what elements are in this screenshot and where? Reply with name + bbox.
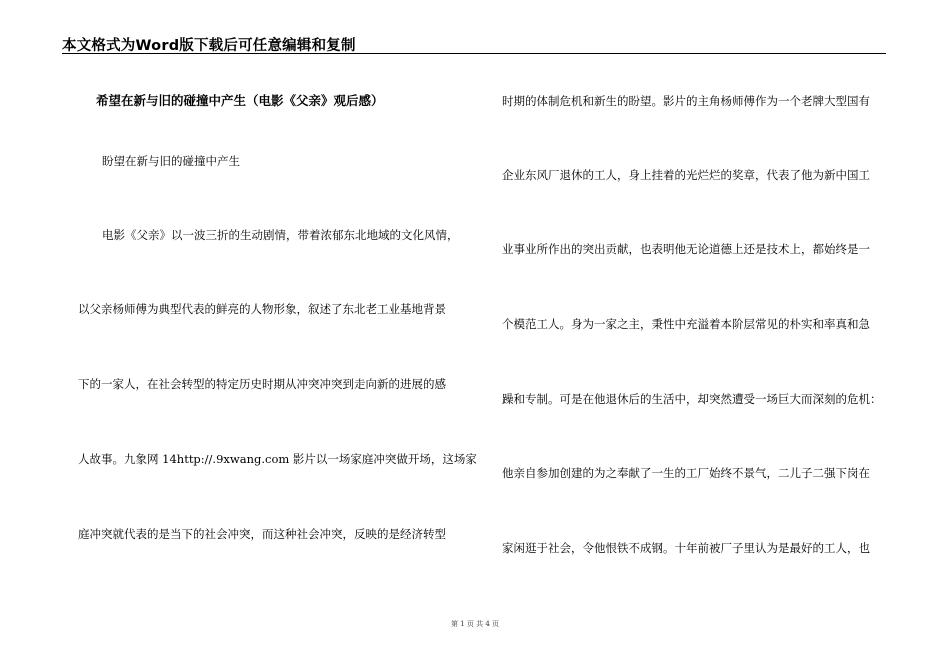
paragraph-line: 企业东风厂退休的工人，身上挂着的光烂烂的奖章，代表了他为新中国工: [502, 168, 870, 182]
page-number: 第 1 页 共 4 页: [450, 620, 500, 628]
paragraph-line: 电影《父亲》以一波三折的生动剧情，带着浓郁东北地域的文化风情，: [102, 228, 459, 242]
paragraph-line: 业事业所作出的突出贡献，也表明他无论道德上还是技术上，都始终是一: [502, 242, 870, 256]
document-title: 希望在新与旧的碰撞中产生（电影《父亲》观后感）: [96, 93, 384, 108]
header-divider: [62, 53, 886, 54]
paragraph-line: 个模范工人。身为一家之主，秉性中充溢着本阶层常见的朴实和率真和急: [502, 317, 870, 331]
paragraph-line: 人故事。九象网 14http://.9xwang.com 影片以一场家庭冲突做开场，这场家: [78, 452, 477, 466]
paragraph-line: 家闲逛于社会，令他恨铁不成钢。十年前被厂子里认为是最好的工人，也: [502, 541, 870, 555]
paragraph-line: 他亲自参加创建的为之奉献了一生的工厂始终不景气，二儿子二强下岗在: [502, 466, 870, 480]
paragraph-line: 下的一家人，在社会转型的特定历史时期从冲突冲突到走向新的进展的感: [78, 377, 446, 391]
paragraph-line: 时期的体制危机和新生的盼望。影片的主角杨师傅作为一个老牌大型国有: [502, 94, 870, 108]
paragraph-line: 庭冲突就代表的是当下的社会冲突，而这种社会冲突，反映的是经济转型: [78, 527, 446, 541]
paragraph-line: 盼望在新与旧的碰撞中产生: [102, 154, 240, 168]
paragraph-line: 躁和专制。可是在他退休后的生活中，却突然遭受一场巨大而深刻的危机：: [502, 392, 882, 406]
download-banner: 本文格式为Word版下载后可任意编辑和复制: [62, 38, 356, 54]
paragraph-line: 以父亲杨师傅为典型代表的鲜亮的人物形象，叙述了东北老工业基地背景: [78, 302, 446, 316]
